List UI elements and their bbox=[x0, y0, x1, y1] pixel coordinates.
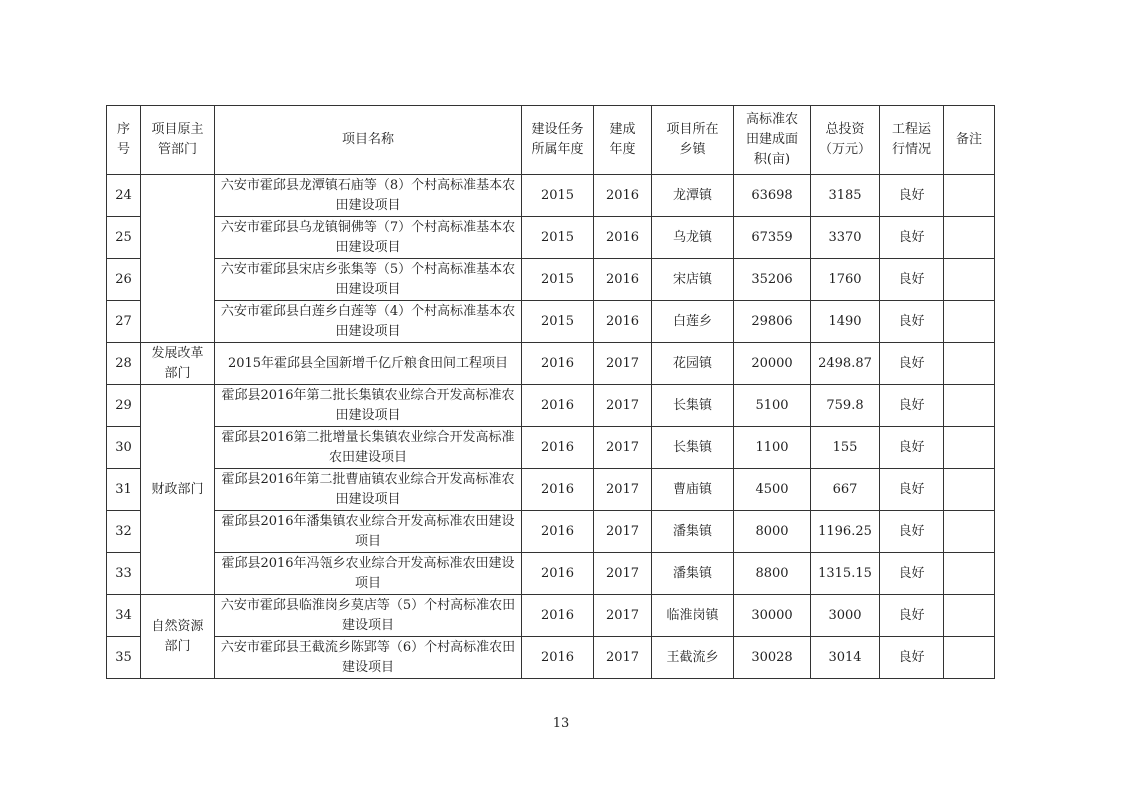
invest-cell: 1760 bbox=[811, 259, 880, 301]
header-done-year: 建成 年度 bbox=[594, 106, 652, 175]
dept-cell: 发展改革 部门 bbox=[141, 343, 215, 385]
invest-cell: 1196.25 bbox=[811, 511, 880, 553]
area-cell: 20000 bbox=[734, 343, 811, 385]
invest-cell: 2498.87 bbox=[811, 343, 880, 385]
table-row bbox=[107, 469, 995, 511]
table-row bbox=[107, 175, 995, 217]
header-dept: 项目原主 管部门 bbox=[141, 106, 215, 175]
name-cell: 六安市霍邱县白莲乡白莲等（4）个村高标准基本农田建设项目 bbox=[215, 301, 522, 343]
town-cell: 临淮岗镇 bbox=[652, 595, 734, 637]
invest-cell: 3000 bbox=[811, 595, 880, 637]
seq-cell: 34 bbox=[107, 595, 141, 637]
area-cell: 35206 bbox=[734, 259, 811, 301]
done-year-cell: 2016 bbox=[594, 217, 652, 259]
header-task-year: 建设任务 所属年度 bbox=[522, 106, 594, 175]
status-cell: 良好 bbox=[880, 385, 944, 427]
invest-cell: 759.8 bbox=[811, 385, 880, 427]
task-year-cell: 2016 bbox=[522, 595, 594, 637]
seq-cell: 28 bbox=[107, 343, 141, 385]
town-cell: 龙潭镇 bbox=[652, 175, 734, 217]
area-cell: 30000 bbox=[734, 595, 811, 637]
note-cell bbox=[944, 595, 995, 637]
note-cell bbox=[944, 259, 995, 301]
town-cell: 曹庙镇 bbox=[652, 469, 734, 511]
done-year-cell: 2017 bbox=[594, 553, 652, 595]
area-cell: 1100 bbox=[734, 427, 811, 469]
status-cell: 良好 bbox=[880, 217, 944, 259]
area-cell: 8000 bbox=[734, 511, 811, 553]
task-year-cell: 2016 bbox=[522, 553, 594, 595]
invest-cell: 155 bbox=[811, 427, 880, 469]
seq-cell: 31 bbox=[107, 469, 141, 511]
dept-cell: 财政部门 bbox=[141, 385, 215, 595]
note-cell bbox=[944, 301, 995, 343]
note-cell bbox=[944, 511, 995, 553]
seq-cell: 29 bbox=[107, 385, 141, 427]
area-cell: 67359 bbox=[734, 217, 811, 259]
task-year-cell: 2016 bbox=[522, 427, 594, 469]
invest-cell: 1490 bbox=[811, 301, 880, 343]
invest-cell: 3185 bbox=[811, 175, 880, 217]
town-cell: 花园镇 bbox=[652, 343, 734, 385]
note-cell bbox=[944, 217, 995, 259]
name-cell: 霍邱县2016年第二批曹庙镇农业综合开发高标准农田建设项目 bbox=[215, 469, 522, 511]
table-row bbox=[107, 217, 995, 259]
status-cell: 良好 bbox=[880, 469, 944, 511]
note-cell bbox=[944, 175, 995, 217]
town-cell: 潘集镇 bbox=[652, 511, 734, 553]
status-cell: 良好 bbox=[880, 553, 944, 595]
done-year-cell: 2017 bbox=[594, 637, 652, 679]
status-cell: 良好 bbox=[880, 637, 944, 679]
seq-cell: 33 bbox=[107, 553, 141, 595]
status-cell: 良好 bbox=[880, 259, 944, 301]
status-cell: 良好 bbox=[880, 427, 944, 469]
header-row bbox=[107, 106, 995, 175]
table-row bbox=[107, 595, 995, 637]
task-year-cell: 2016 bbox=[522, 343, 594, 385]
seq-cell: 30 bbox=[107, 427, 141, 469]
done-year-cell: 2017 bbox=[594, 385, 652, 427]
note-cell bbox=[944, 637, 995, 679]
table-row bbox=[107, 427, 995, 469]
dept-cell bbox=[141, 175, 215, 343]
header-note: 备注 bbox=[944, 106, 995, 175]
seq-cell: 27 bbox=[107, 301, 141, 343]
status-cell: 良好 bbox=[880, 175, 944, 217]
task-year-cell: 2016 bbox=[522, 637, 594, 679]
header-seq: 序 号 bbox=[107, 106, 141, 175]
table-row bbox=[107, 637, 995, 679]
name-cell: 六安市霍邱县临淮岗乡莫店等（5）个村高标准农田建设项目 bbox=[215, 595, 522, 637]
seq-cell: 35 bbox=[107, 637, 141, 679]
status-cell: 良好 bbox=[880, 343, 944, 385]
table-row bbox=[107, 301, 995, 343]
task-year-cell: 2016 bbox=[522, 469, 594, 511]
done-year-cell: 2017 bbox=[594, 595, 652, 637]
done-year-cell: 2017 bbox=[594, 343, 652, 385]
town-cell: 潘集镇 bbox=[652, 553, 734, 595]
note-cell bbox=[944, 469, 995, 511]
town-cell: 长集镇 bbox=[652, 385, 734, 427]
town-cell: 白莲乡 bbox=[652, 301, 734, 343]
seq-cell: 24 bbox=[107, 175, 141, 217]
note-cell bbox=[944, 343, 995, 385]
area-cell: 29806 bbox=[734, 301, 811, 343]
task-year-cell: 2015 bbox=[522, 259, 594, 301]
note-cell bbox=[944, 553, 995, 595]
town-cell: 长集镇 bbox=[652, 427, 734, 469]
note-cell bbox=[944, 427, 995, 469]
page-number: 13 bbox=[552, 716, 570, 731]
task-year-cell: 2016 bbox=[522, 385, 594, 427]
header-status: 工程运 行情况 bbox=[880, 106, 944, 175]
area-cell: 5100 bbox=[734, 385, 811, 427]
invest-cell: 3014 bbox=[811, 637, 880, 679]
task-year-cell: 2015 bbox=[522, 217, 594, 259]
table-row bbox=[107, 385, 995, 427]
name-cell: 六安市霍邱县宋店乡张集等（5）个村高标准基本农田建设项目 bbox=[215, 259, 522, 301]
seq-cell: 25 bbox=[107, 217, 141, 259]
header-name: 项目名称 bbox=[215, 106, 522, 175]
area-cell: 63698 bbox=[734, 175, 811, 217]
town-cell: 乌龙镇 bbox=[652, 217, 734, 259]
seq-cell: 32 bbox=[107, 511, 141, 553]
area-cell: 30028 bbox=[734, 637, 811, 679]
name-cell: 六安市霍邱县乌龙镇铜佛等（7）个村高标准基本农田建设项目 bbox=[215, 217, 522, 259]
done-year-cell: 2017 bbox=[594, 511, 652, 553]
name-cell: 霍邱县2016第二批增量长集镇农业综合开发高标准农田建设项目 bbox=[215, 427, 522, 469]
done-year-cell: 2016 bbox=[594, 259, 652, 301]
name-cell: 霍邱县2016年第二批长集镇农业综合开发高标准农田建设项目 bbox=[215, 385, 522, 427]
task-year-cell: 2015 bbox=[522, 175, 594, 217]
name-cell: 霍邱县2016年冯瓴乡农业综合开发高标准农田建设项目 bbox=[215, 553, 522, 595]
done-year-cell: 2017 bbox=[594, 469, 652, 511]
town-cell: 王截流乡 bbox=[652, 637, 734, 679]
name-cell: 霍邱县2016年潘集镇农业综合开发高标准农田建设项目 bbox=[215, 511, 522, 553]
note-cell bbox=[944, 385, 995, 427]
table-row bbox=[107, 553, 995, 595]
name-cell: 2015年霍邱县全国新增千亿斤粮食田间工程项目 bbox=[215, 343, 522, 385]
town-cell: 宋店镇 bbox=[652, 259, 734, 301]
done-year-cell: 2016 bbox=[594, 301, 652, 343]
task-year-cell: 2015 bbox=[522, 301, 594, 343]
invest-cell: 667 bbox=[811, 469, 880, 511]
invest-cell: 1315.15 bbox=[811, 553, 880, 595]
area-cell: 4500 bbox=[734, 469, 811, 511]
project-table bbox=[106, 105, 995, 679]
name-cell: 六安市霍邱县王截流乡陈郢等（6）个村高标准农田建设项目 bbox=[215, 637, 522, 679]
dept-cell: 自然资源 部门 bbox=[141, 595, 215, 679]
name-cell: 六安市霍邱县龙潭镇石庙等（8）个村高标准基本农田建设项目 bbox=[215, 175, 522, 217]
table-row bbox=[107, 511, 995, 553]
invest-cell: 3370 bbox=[811, 217, 880, 259]
table-row bbox=[107, 343, 995, 385]
status-cell: 良好 bbox=[880, 301, 944, 343]
done-year-cell: 2017 bbox=[594, 427, 652, 469]
seq-cell: 26 bbox=[107, 259, 141, 301]
done-year-cell: 2016 bbox=[594, 175, 652, 217]
task-year-cell: 2016 bbox=[522, 511, 594, 553]
status-cell: 良好 bbox=[880, 595, 944, 637]
header-town: 项目所在 乡镇 bbox=[652, 106, 734, 175]
status-cell: 良好 bbox=[880, 511, 944, 553]
header-area: 高标准农 田建成面 积(亩) bbox=[734, 106, 811, 175]
table-row bbox=[107, 259, 995, 301]
header-invest: 总投资 （万元） bbox=[811, 106, 880, 175]
area-cell: 8800 bbox=[734, 553, 811, 595]
